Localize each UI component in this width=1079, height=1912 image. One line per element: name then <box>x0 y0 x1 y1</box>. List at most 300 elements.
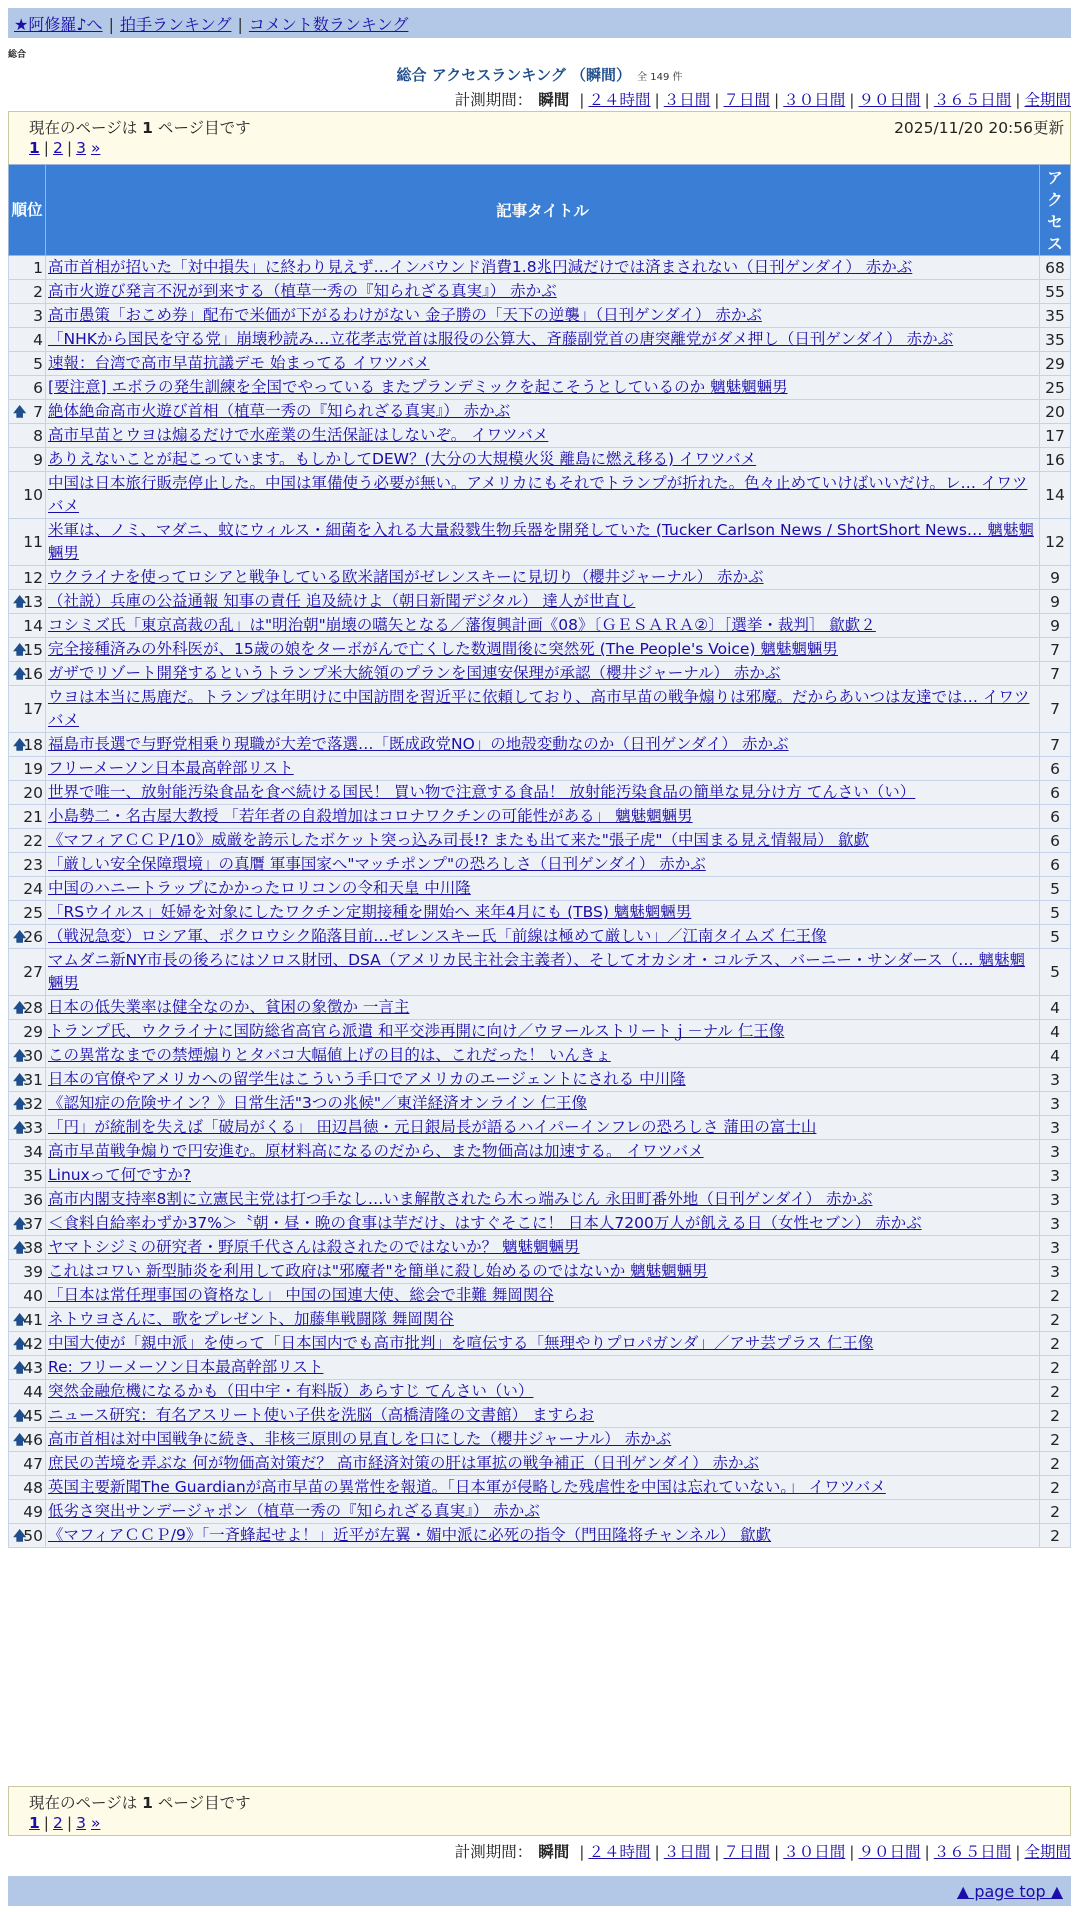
table-row <box>9 590 1071 614</box>
article-link[interactable]: 高市首相が招いた「対中損失」に終わり見えず…インバウンド消費1.8兆円減だけでは済まされない（日刊ゲンダイ） 赤かぶ <box>48 258 913 276</box>
title-cell <box>46 805 1040 829</box>
rank-up-icon: 🡅 <box>13 1216 27 1232</box>
rank-number: 3 <box>33 306 43 325</box>
period-separator: | <box>924 91 930 109</box>
access-count: 6 <box>1040 829 1071 853</box>
article-link[interactable]: 日本の官僚やアメリカへの留学生はこういう手口でアメリカのエージェントにされる 中川隆 <box>48 1070 686 1088</box>
rank-number: 38 <box>23 1238 43 1257</box>
table-row <box>9 448 1071 472</box>
rank-number: 17 <box>23 700 43 718</box>
title-cell <box>46 1140 1040 1164</box>
rank-number: 43 <box>23 1358 43 1377</box>
article-link[interactable]: マムダニ新NY市長の後ろにはソロス財団、DSA（アメリカ民主社会主義者）、そしてオカシオ・コルテス、バーニー・サンダース（… 魑魅魍魎男 <box>48 951 1026 992</box>
period-separator: | <box>849 91 855 109</box>
ranking-table-body <box>9 256 1071 1548</box>
rank-number: 42 <box>23 1334 43 1353</box>
access-count: 3 <box>1040 1116 1071 1140</box>
article-link[interactable]: 高市首相は対中国戦争に続き、非核三原則の見直しを口にした（櫻井ジャーナル） 赤かぶ <box>48 1430 672 1448</box>
period-option-1[interactable]: ２４時間 <box>588 1843 651 1861</box>
article-link[interactable]: 世界で唯一、放射能汚染食品を食べ続ける国民！ 買い物で注意する食品！ 放射能汚染食品の簡単な見分け方 てんさい（い） <box>48 783 916 801</box>
pager-page-1[interactable]: 1 <box>29 139 40 157</box>
title-cell <box>46 566 1040 590</box>
page-info <box>29 1791 251 1813</box>
title-cell <box>46 328 1040 352</box>
article-link[interactable]: ウクライナを使ってロシアと戦争している欧米諸国がゼレンスキーに見切り（櫻井ジャーナル） 赤かぶ <box>48 568 764 586</box>
page-info-suffix: ページ目です <box>157 119 251 137</box>
table-row <box>9 1332 1071 1356</box>
rank-number: 49 <box>23 1502 43 1521</box>
rank-up-icon: 🡅 <box>13 1048 27 1064</box>
pager-separator: | <box>66 1814 73 1832</box>
title-cell <box>46 590 1040 614</box>
rank-cell <box>9 256 46 280</box>
rank-up-icon: 🡅 <box>13 1000 27 1016</box>
nav-separator: | <box>108 15 114 34</box>
table-row <box>9 1404 1071 1428</box>
table-row <box>9 733 1071 757</box>
rank-cell <box>9 901 46 925</box>
period-separator: | <box>579 1843 585 1861</box>
access-count: 3 <box>1040 1068 1071 1092</box>
article-link[interactable]: これはコワい 新型肺炎を利用して政府は"邪魔者"を簡単に殺し始めるのではないか 魑魅魍魎男 <box>48 1262 708 1280</box>
section-label: 総合 <box>8 50 27 60</box>
title-cell <box>46 733 1040 757</box>
rank-cell <box>9 1140 46 1164</box>
rank-up-icon: 🡅 <box>13 1240 27 1256</box>
period-option-2[interactable]: ３日間 <box>663 1843 711 1861</box>
title-cell <box>46 400 1040 424</box>
article-link[interactable]: この異常なまでの禁煙煽りとタバコ大幅値上げの目的は、これだった！ いんきょ <box>48 1046 611 1064</box>
rank-up-icon: 🡅 <box>13 1528 27 1544</box>
table-row <box>9 566 1071 590</box>
home-link[interactable]: ★阿修羅♪へ <box>14 15 103 34</box>
pager-next[interactable]: » <box>90 1814 101 1832</box>
article-link[interactable]: 高市早苗戦争煽りで円安進む。原材料高になるのだから、また物価高は加速する。 イワツバメ <box>48 1142 704 1160</box>
title-cell <box>46 877 1040 901</box>
rank-cell <box>9 1500 46 1524</box>
table-row <box>9 1284 1071 1308</box>
table-row <box>9 1308 1071 1332</box>
title-cell <box>46 925 1040 949</box>
access-count: 25 <box>1040 376 1071 400</box>
access-count: 68 <box>1040 256 1071 280</box>
rank-number: 48 <box>23 1478 43 1497</box>
page-info-suffix: ページ目です <box>157 1794 251 1812</box>
rank-cell <box>9 781 46 805</box>
access-count: 2 <box>1040 1284 1071 1308</box>
pager-current <box>29 1814 40 1832</box>
article-link[interactable]: 「NHKから国民を守る党」崩壊秒読み…立花孝志党首は服役の公算大、斉藤副党首の唐突離党がダメ押し（日刊ゲンダイ） 赤かぶ <box>48 330 954 348</box>
rank-cell <box>9 996 46 1020</box>
title-cell <box>46 1476 1040 1500</box>
page-title: 総合 アクセスランキング （瞬間） <box>396 66 632 84</box>
access-count: 4 <box>1040 1020 1071 1044</box>
article-link[interactable]: フリーメーソン日本最高幹部リスト <box>48 759 294 777</box>
access-count: 17 <box>1040 424 1071 448</box>
table-row <box>9 1380 1071 1404</box>
table-row <box>9 1476 1071 1500</box>
article-link[interactable]: トランプ氏、ウクライナに国防総省高官ら派遣 和平交渉再開に向け／ウヲールストリートｊ－ナル 仁王像 <box>48 1022 785 1040</box>
period-separator: | <box>654 1843 660 1861</box>
comment-ranking-link[interactable]: コメント数ランキング <box>248 15 409 34</box>
clap-ranking-link[interactable]: 拍手ランキング <box>119 15 232 34</box>
rank-number: 14 <box>23 616 43 635</box>
title-cell <box>46 1428 1040 1452</box>
title-cell <box>46 901 1040 925</box>
article-link[interactable]: Re: フリーメーソン日本最高幹部リスト <box>48 1358 324 1376</box>
rank-cell <box>9 1452 46 1476</box>
rank-number: 19 <box>23 759 43 778</box>
rank-cell <box>9 662 46 686</box>
table-row <box>9 280 1071 304</box>
rank-cell <box>9 949 46 996</box>
article-link[interactable]: ＜食料自給率わずか37%＞〝朝・昼・晩の食事は芋だけ〟はすぐそこに！ 日本人7200万人が飢える日（女性セブン） 赤かぶ <box>48 1214 922 1232</box>
period-option-3[interactable]: ７日間 <box>723 1843 770 1861</box>
rank-cell <box>9 925 46 949</box>
period-label: 計測期間： <box>454 91 533 109</box>
rank-up-icon: 🡅 <box>13 666 27 682</box>
title-cell <box>46 614 1040 638</box>
title-cell <box>46 424 1040 448</box>
rank-cell <box>9 853 46 877</box>
article-link[interactable]: （社説）兵庫の公益通報 知事の責任 追及続けよ（朝日新聞デジタル） 達人が世直し <box>48 592 636 610</box>
rank-cell <box>9 1524 46 1548</box>
title-cell <box>46 638 1040 662</box>
rank-number: 22 <box>23 831 43 850</box>
access-count: 6 <box>1040 757 1071 781</box>
rank-number: 20 <box>23 783 43 802</box>
article-link[interactable]: ウヨは本当に馬鹿だ。トランプは年明けに中国訪問を習近平に依頼しており、高市早苗の戦争煽りは邪魔。だからあいつは友達では… イワツバメ <box>48 688 1030 729</box>
period-option-2[interactable]: ３日間 <box>663 91 711 109</box>
article-link[interactable]: 「厳しい安全保障環境」の真贋 軍事国家へ"マッチポンプ"の恐ろしさ（日刊ゲンダイ） 赤かぶ <box>48 855 706 873</box>
rank-number: 16 <box>23 664 43 683</box>
title-cell <box>46 1212 1040 1236</box>
title-cell <box>46 1116 1040 1140</box>
title-cell <box>46 448 1040 472</box>
page-info-panel-top <box>8 111 1071 165</box>
table-row <box>9 304 1071 328</box>
period-option-7[interactable]: 全期間 <box>1024 91 1071 109</box>
rank-number: 37 <box>23 1214 43 1233</box>
title-cell <box>46 1284 1040 1308</box>
title-cell <box>46 757 1040 781</box>
period-option-7[interactable]: 全期間 <box>1024 1843 1071 1861</box>
access-count: 3 <box>1040 1260 1071 1284</box>
access-count: 2 <box>1040 1308 1071 1332</box>
article-link[interactable]: コシミズ氏「東京高裁の乱」は"明治朝"崩壊の嚆矢となる／藩復興計画《08》〔ＧＥＳＡＲＡ②〕［選挙・裁判］ 歙歔２ <box>48 616 876 634</box>
article-link[interactable]: 《マフィアＣＣＰ/9》「一斉蜂起せよ！」近平が左翼・媚中派に必死の指令（門田隆将チャンネル） 歙歔 <box>48 1526 772 1544</box>
title-cell <box>46 519 1040 566</box>
title-cell <box>46 1404 1040 1428</box>
article-link[interactable]: 福島市長選で与野党相乗り現職が大差で落選…「既成政党NO」の地殻変動なのか（日刊ゲンダイ） 赤かぶ <box>48 735 789 753</box>
table-row <box>9 376 1071 400</box>
rank-number: 40 <box>23 1286 43 1305</box>
access-count: 3 <box>1040 1140 1071 1164</box>
table-row <box>9 424 1071 448</box>
article-link[interactable]: Linuxって何ですか? <box>48 1166 191 1184</box>
period-option-6[interactable]: ３６５日間 <box>933 1843 1012 1861</box>
rank-number: 36 <box>23 1190 43 1209</box>
table-row <box>9 901 1071 925</box>
article-link[interactable]: 中国は日本旅行販売停止した。中国は軍備使う必要が無い。アメリカにもそれでトランプが折れた。色々止めていけばいいだけ。レ… イワツバメ <box>48 474 1028 515</box>
period-separator: | <box>774 1843 780 1861</box>
pager-page-2[interactable]: 2 <box>53 1814 63 1832</box>
table-row <box>9 781 1071 805</box>
article-link[interactable]: 日本の低失業率は健全なのか、貧困の象徴か 一言主 <box>48 998 410 1016</box>
table-row <box>9 519 1071 566</box>
article-link[interactable]: 小島勢二・名古屋大教授 「若年者の自殺増加はコロナワクチンの可能性がある」 魑魅魍魎男 <box>48 807 693 825</box>
article-link[interactable]: 「日本は常任理事国の資格なし」 中国の国連大使、総会で非難 舞岡関谷 <box>48 1286 554 1304</box>
table-row <box>9 1452 1071 1476</box>
pager-page-2[interactable]: 2 <box>53 139 63 157</box>
pager-separator: | <box>43 139 50 157</box>
article-link[interactable]: ネトウヨさんに、歌をプレゼント、加藤隼戦闘隊 舞岡関谷 <box>48 1310 454 1328</box>
access-count: 2 <box>1040 1428 1071 1452</box>
access-count: 6 <box>1040 853 1071 877</box>
rank-cell <box>9 638 46 662</box>
rank-number: 4 <box>33 330 43 349</box>
access-count: 4 <box>1040 996 1071 1020</box>
rank-number: 28 <box>23 998 43 1017</box>
title-cell <box>46 280 1040 304</box>
rank-cell <box>9 352 46 376</box>
rank-cell <box>9 1284 46 1308</box>
rank-cell <box>9 400 46 424</box>
header-rank: 順位 <box>9 165 46 256</box>
access-count: 3 <box>1040 1212 1071 1236</box>
rank-up-icon: 🡅 <box>13 1312 27 1328</box>
rank-number: 33 <box>23 1118 43 1137</box>
rank-up-icon: 🡅 <box>13 1432 27 1448</box>
article-link[interactable]: 中国大使が「親中派」を使って「日本国内でも高市批判」を喧伝する「無理やりプロパガンダ」／アサ芸プラス 仁王像 <box>48 1334 874 1352</box>
table-row <box>9 400 1071 424</box>
access-count: 2 <box>1040 1380 1071 1404</box>
article-link[interactable]: 完全接種済みの外科医が、15歳の娘をターボがんで亡くした数週間後に突然死 (The People's Voice) 魑魅魍魎男 <box>48 640 838 658</box>
article-link[interactable]: ニュース研究：有名アスリート使い子供を洗脳（高橋清隆の文書館） ますらお <box>48 1406 595 1424</box>
table-row <box>9 352 1071 376</box>
access-count: 29 <box>1040 352 1071 376</box>
table-row <box>9 1068 1071 1092</box>
article-link[interactable]: 「円」が統制を失えば「破局がくる」 田辺昌徳・元日銀局長が語るハイパーインフレの恐ろしさ 蒲田の富士山 <box>48 1118 817 1136</box>
article-link[interactable]: 高市火遊び発言不況が到来する（植草一秀の『知られざる真実』） 赤かぶ <box>48 282 557 300</box>
article-link[interactable]: 中国のハニートラップにかかったロリコンの令和天皇 中川隆 <box>48 879 471 897</box>
table-row <box>9 638 1071 662</box>
access-count: 2 <box>1040 1524 1071 1548</box>
rank-cell <box>9 1260 46 1284</box>
rank-number: 8 <box>33 426 43 445</box>
title-cell <box>46 304 1040 328</box>
rank-number: 44 <box>23 1382 43 1401</box>
article-link[interactable]: 低劣さ突出サンデージャポン（植草一秀の『知られざる真実』） 赤かぶ <box>48 1502 540 1520</box>
period-option-5[interactable]: ９０日間 <box>858 1843 921 1861</box>
article-link[interactable]: ありえないことが起こっています。もしかしてDEW？(大分の大規模火災 離島に燃え移る) イワツバメ <box>48 450 757 468</box>
article-link[interactable]: 英国主要新聞The Guardianが高市早苗の異常性を報道。「日本軍が侵略した残虐性を中国は忘れていない。」 イワツバメ <box>48 1478 886 1496</box>
pager-page-1[interactable]: 1 <box>29 1814 40 1832</box>
access-count: 35 <box>1040 304 1071 328</box>
article-link[interactable]: 高市早苗とウヨは煽るだけで水産業の生活保証はしないぞ。 イワツバメ <box>48 426 549 444</box>
page-info-number: 1 <box>142 1794 153 1812</box>
pager-page-3[interactable]: 3 <box>76 139 87 157</box>
rank-number: 34 <box>23 1142 43 1161</box>
page-info <box>29 116 251 138</box>
article-link[interactable]: 《マフィアＣＣＰ/10》威厳を誇示したボケット突っ込み司長!? またも出て来た"張子虎"（中国まる見え情報局） 歙歔 <box>48 831 869 849</box>
access-count: 20 <box>1040 400 1071 424</box>
pager-page-3[interactable]: 3 <box>76 1814 87 1832</box>
article-link[interactable]: 「RSウイルス」妊婦を対象にしたワクチン定期接種を開始へ 来年4月にも (TBS) 魑魅魍魎男 <box>48 903 692 921</box>
table-row <box>9 1260 1071 1284</box>
rank-number: 5 <box>33 354 43 373</box>
pager-separator: | <box>43 1814 50 1832</box>
rank-up-icon: 🡅 <box>13 1072 27 1088</box>
period-option-4[interactable]: ３０日間 <box>783 1843 846 1861</box>
period-separator: | <box>1015 91 1021 109</box>
table-row <box>9 757 1071 781</box>
article-link[interactable]: 突然金融危機になるかも（田中宇・有料版）あらすじ てんさい（い） <box>48 1382 534 1400</box>
period-current: 瞬間 <box>538 1843 570 1861</box>
period-selector-bottom <box>455 1840 1071 1862</box>
period-option-5[interactable]: ９０日間 <box>858 91 921 109</box>
rank-cell <box>9 686 46 733</box>
article-link[interactable]: [要注意] エボラの発生訓練を全国でやっている またプランデミックを起こそうとしているのか 魑魅魍魎男 <box>48 378 788 396</box>
table-row <box>9 472 1071 519</box>
rank-number: 41 <box>23 1310 43 1329</box>
access-count: 3 <box>1040 1164 1071 1188</box>
rank-cell <box>9 829 46 853</box>
access-count: 2 <box>1040 1476 1071 1500</box>
title-cell <box>46 1092 1040 1116</box>
rank-number: 35 <box>23 1166 43 1185</box>
table-row <box>9 853 1071 877</box>
access-count: 9 <box>1040 614 1071 638</box>
page-title-row <box>0 64 1079 85</box>
rank-up-icon: 🡅 <box>13 1360 27 1376</box>
rank-cell <box>9 1404 46 1428</box>
access-count: 7 <box>1040 686 1071 733</box>
access-count: 2 <box>1040 1332 1071 1356</box>
table-row <box>9 1020 1071 1044</box>
rank-number: 39 <box>23 1262 43 1281</box>
period-option-1[interactable]: ２４時間 <box>588 91 651 109</box>
rank-number: 50 <box>23 1526 43 1545</box>
access-count: 5 <box>1040 949 1071 996</box>
table-row <box>9 1116 1071 1140</box>
rank-number: 27 <box>23 963 43 981</box>
rank-number: 29 <box>23 1022 43 1041</box>
access-count: 6 <box>1040 781 1071 805</box>
title-cell <box>46 352 1040 376</box>
article-link[interactable]: 米軍は、ノミ、マダニ、蚊にウィルス・細菌を入れる大量殺戮生物兵器を開発していた (Tucker Carlson News / ShortShort News… 魑魅魍魎男 <box>48 521 1034 562</box>
article-link[interactable]: 高市内閣支持率8割に立憲民主党は打つ手なし…いま解散されたら木っ端みじん 永田町番外地（日刊ゲンダイ） 赤かぶ <box>48 1190 873 1208</box>
rank-cell <box>9 1236 46 1260</box>
top-nav-bar <box>8 8 1071 38</box>
title-cell <box>46 996 1040 1020</box>
table-row <box>9 1524 1071 1548</box>
title-cell <box>46 1068 1040 1092</box>
title-cell <box>46 1236 1040 1260</box>
table-row <box>9 1164 1071 1188</box>
nav-separator: | <box>237 15 243 34</box>
table-row <box>9 614 1071 638</box>
rank-number: 32 <box>23 1094 43 1113</box>
table-row <box>9 1428 1071 1452</box>
rank-number: 30 <box>23 1046 43 1065</box>
title-cell <box>46 472 1040 519</box>
rank-cell <box>9 304 46 328</box>
pager-bottom <box>29 1814 100 1832</box>
rank-up-icon: 🡅 <box>13 1408 27 1424</box>
rank-number: 7 <box>33 402 43 421</box>
period-option-4[interactable]: ３０日間 <box>783 91 846 109</box>
article-link[interactable]: ヤマトシジミの研究者・野原千代さんは殺されたのではないか？ 魑魅魍魎男 <box>48 1238 580 1256</box>
article-link[interactable]: 高市愚策「おこめ券」配布で米価が下がるわけがない 金子勝の「天下の逆襲」（日刊ゲンダイ） 赤かぶ <box>48 306 762 324</box>
rank-up-icon: 🡅 <box>13 1120 27 1136</box>
period-option-3[interactable]: ７日間 <box>723 91 770 109</box>
rank-cell <box>9 448 46 472</box>
rank-cell <box>9 1476 46 1500</box>
article-link[interactable]: 絶体絶命高市火遊び首相（植草一秀の『知られざる真実』） 赤かぶ <box>48 402 511 420</box>
rank-up-icon: 🡅 <box>13 929 27 945</box>
table-row <box>9 1500 1071 1524</box>
table-row <box>9 1236 1071 1260</box>
title-cell <box>46 376 1040 400</box>
table-row <box>9 1140 1071 1164</box>
rank-number: 23 <box>23 855 43 874</box>
rank-number: 2 <box>33 282 43 301</box>
article-link[interactable]: ガザでリゾート開発するというトランプ米大統領のプランを国連安保理が承認（櫻井ジャーナル） 赤かぶ <box>48 664 781 682</box>
period-separator: | <box>849 1843 855 1861</box>
period-separator: | <box>1015 1843 1021 1861</box>
access-count: 7 <box>1040 662 1071 686</box>
rank-number: 47 <box>23 1454 43 1473</box>
rank-cell <box>9 614 46 638</box>
rank-cell <box>9 1188 46 1212</box>
access-count: 5 <box>1040 877 1071 901</box>
article-link[interactable]: （戦況急変）ロシア軍、ポクロウシク陥落目前…ゼレンスキー氏「前線は極めて厳しい」／江南タイムズ 仁王像 <box>48 927 827 945</box>
rank-number: 31 <box>23 1070 43 1089</box>
period-separator: | <box>924 1843 930 1861</box>
pager-separator: | <box>66 139 73 157</box>
article-link[interactable]: 《認知症の危険サイン？》日常生活"3つの兆候"／東洋経済オンライン 仁王像 <box>48 1094 587 1112</box>
page-top-link[interactable]: ▲ page top ▲ <box>956 1882 1063 1901</box>
access-count: 3 <box>1040 1236 1071 1260</box>
period-option-6[interactable]: ３６５日間 <box>933 91 1012 109</box>
rank-up-icon: 🡅 <box>13 1096 27 1112</box>
title-cell <box>46 1044 1040 1068</box>
table-row <box>9 256 1071 280</box>
title-cell <box>46 781 1040 805</box>
article-link[interactable]: 庶民の苦境を弄ぶな 何が物価高対策だ？ 高市経済対策の肝は軍拡の戦争補正（日刊ゲンダイ） 赤かぶ <box>48 1454 760 1472</box>
pager-next[interactable]: » <box>90 139 101 157</box>
access-count: 3 <box>1040 1188 1071 1212</box>
article-link[interactable]: 速報：台湾で高市早苗抗議デモ 始まってる イワツバメ <box>48 354 430 372</box>
title-cell <box>46 853 1040 877</box>
access-count: 2 <box>1040 1356 1071 1380</box>
period-separator: | <box>654 91 660 109</box>
updated-timestamp: 2025/11/20 20:56更新 <box>894 119 1064 137</box>
period-current: 瞬間 <box>538 91 570 109</box>
access-count: 3 <box>1040 1092 1071 1116</box>
rank-cell <box>9 1116 46 1140</box>
rank-cell <box>9 1044 46 1068</box>
table-row <box>9 328 1071 352</box>
table-row <box>9 662 1071 686</box>
rank-number: 1 <box>33 258 43 277</box>
title-cell <box>46 686 1040 733</box>
access-count: 5 <box>1040 901 1071 925</box>
title-cell <box>46 949 1040 996</box>
rank-up-icon: 🡅 <box>13 594 27 610</box>
period-label: 計測期間： <box>454 1843 533 1861</box>
